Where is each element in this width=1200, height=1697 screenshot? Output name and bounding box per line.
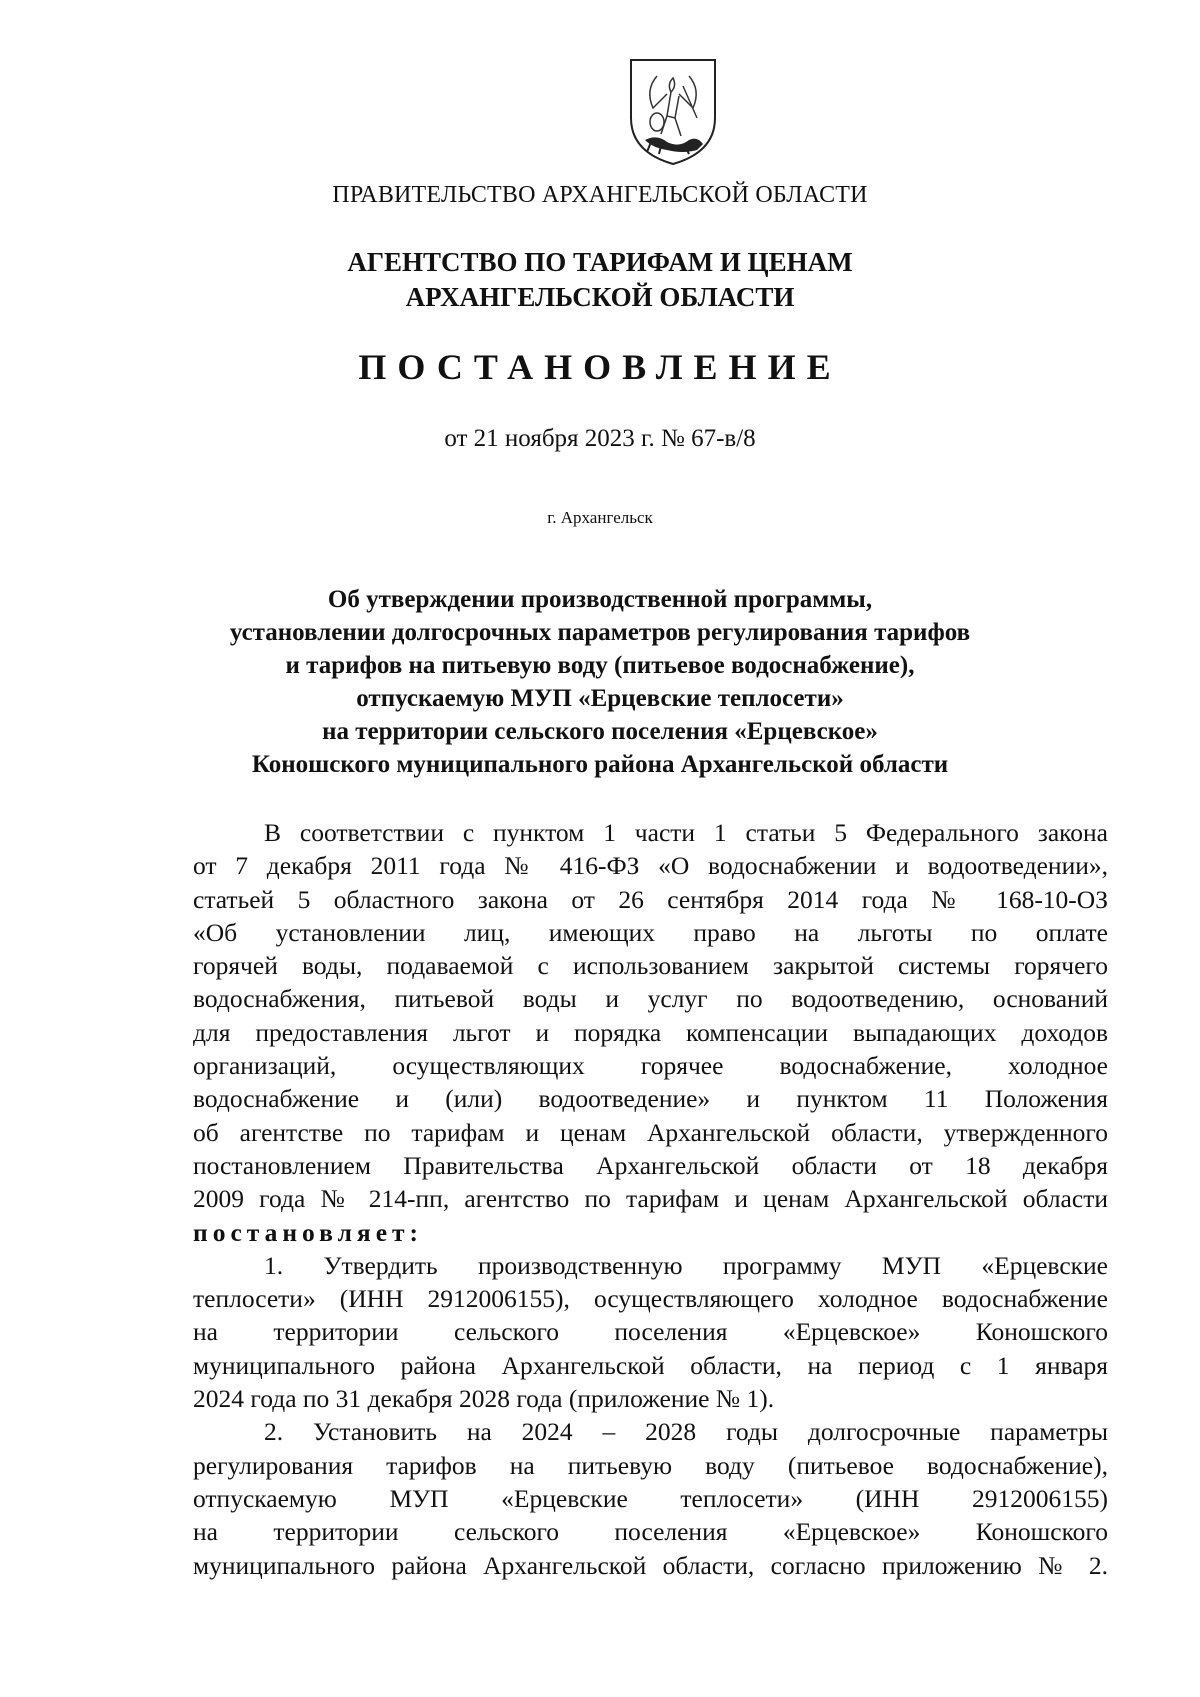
item2-line: регулирования тарифов на питьевую воду (питьевое водоснабжение), — [193, 1450, 1108, 1480]
document-type: ПОСТАНОВЛЕНИЕ — [358, 347, 842, 387]
title-line: Коношского муниципального района Архангельской области — [251, 751, 949, 778]
preamble-line: водоснабжения, питьевой воды и услуг по водоотведению, оснований — [193, 984, 1108, 1014]
preamble-line: «Об установлении лиц, имеющих право на льготы по оплате — [193, 917, 1108, 947]
preamble-line: горячей воды, подаваемой с использованием закрытой системы горячего — [193, 951, 1108, 981]
agency-name-line: АГЕНТСТВО ПО ТАРИФАМ И ЦЕНАМ — [347, 247, 853, 277]
document-city: г. Архангельск — [547, 508, 653, 527]
item1-line: 1. Утвердить производственную программу МУП «Ерцевские — [264, 1250, 1108, 1280]
document-date-number: от 21 ноября 2023 г. № 67-в/8 — [444, 425, 756, 452]
title-line: отпускаемую МУП «Ерцевские теплосети» — [356, 685, 844, 712]
item2-line: на территории сельского поселения «Ерцевское» Коношского — [193, 1517, 1108, 1547]
preamble-line: постановлением Правительства Архангельской области от 18 декабря — [193, 1150, 1108, 1180]
item1-line: теплосети» (ИНН 2912006155), осуществляющего холодное водоснабжение — [193, 1284, 1108, 1314]
item2-line: 2. Установить на 2024 – 2028 годы долгосрочные параметры — [264, 1417, 1108, 1447]
document-title — [0, 583, 1200, 781]
preamble-line: организаций, осуществляющих горячее водоснабжение, холодное — [193, 1051, 1108, 1081]
title-line: Об утверждении производственной программы, — [327, 586, 873, 613]
agency-name — [0, 245, 1200, 315]
item1-line: 2024 года по 31 декабря 2028 года (приложение № 1). — [193, 1384, 775, 1414]
preamble-line: об агентстве по тарифам и ценам Архангельской области, утвержденного — [193, 1117, 1108, 1147]
preamble-line: статьей 5 областного закона от 26 сентября 2014 года № 168-10-ОЗ — [193, 884, 1108, 914]
title-line: на территории сельского поселения «Ерцевское» — [322, 718, 878, 745]
document-body — [193, 816, 1108, 1582]
preamble-line: водоснабжение и (или) водоотведение» и пунктом 11 Положения — [193, 1084, 1108, 1114]
coat-of-arms-icon — [627, 56, 719, 168]
item1-line: муниципального района Архангельской области, на период с 1 января — [193, 1350, 1108, 1380]
agency-name-line: АРХАНГЕЛЬСКОЙ ОБЛАСТИ — [405, 282, 795, 312]
item1-line: на территории сельского поселения «Ерцевское» Коношского — [193, 1317, 1108, 1347]
preamble-line: для предоставления льгот и порядка компенсации выпадающих доходов — [193, 1017, 1108, 1047]
preamble-line: от 7 декабря 2011 года № 416-ФЗ «О водоснабжении и водоотведении», — [193, 851, 1108, 881]
preamble-line: В соответствии с пунктом 1 части 1 статьи 5 Федерального закона — [264, 818, 1108, 847]
resolves-word: постановляет: — [193, 1217, 424, 1247]
title-line: установлении долгосрочных параметров регулирования тарифов — [229, 619, 971, 646]
title-line: и тарифов на питьевую воду (питьевое водоснабжение), — [285, 652, 915, 679]
item2-line: муниципального района Архангельской области, согласно приложению № 2. — [193, 1550, 1108, 1580]
government-name: ПРАВИТЕЛЬСТВО АРХАНГЕЛЬСКОЙ ОБЛАСТИ — [332, 182, 868, 208]
preamble-line: 2009 года № 214-пп, агентство по тарифам и ценам Архангельской области — [193, 1184, 1108, 1214]
item2-line: отпускаемую МУП «Ерцевские теплосети» (ИНН 2912006155) — [193, 1483, 1108, 1513]
